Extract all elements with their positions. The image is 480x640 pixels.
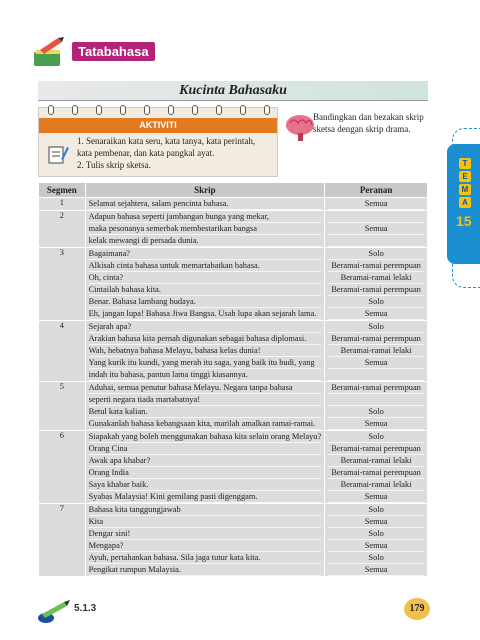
table-row [39, 431, 428, 504]
segment-cell: 5 [39, 382, 86, 431]
role-line [328, 394, 424, 406]
role-line [328, 211, 424, 223]
book-pencil-icon [30, 36, 66, 70]
column-header: Peranan [325, 183, 428, 198]
script-line: seperti negara tiada martabatnya! [89, 394, 322, 406]
script-line: Benar. Bahasa lambang budaya. [89, 296, 322, 308]
script-cell [85, 321, 325, 382]
script-line: Wah, hebatnya bahasa Melayu, bahasa kelas dunia! [89, 345, 322, 357]
segment-cell: 2 [39, 211, 86, 248]
activity-list [77, 135, 275, 171]
role-line: Solo [328, 321, 424, 333]
compare-note: Bandingkan dan bezakan skrip sketsa dengan skrip drama. [313, 112, 424, 134]
role-line: Solo [328, 528, 424, 540]
role-line: Semua [328, 540, 424, 552]
tema-letter: E [459, 171, 471, 182]
script-cell [85, 382, 325, 431]
script-cell [85, 198, 325, 211]
script-line: Selamat sejahtera, salam pencinta bahasa. [89, 198, 322, 210]
role-line: Semua [328, 516, 424, 528]
script-line: Kita [89, 516, 322, 528]
script-line: maka pesonanya semerbak membestarikan bangsa [89, 223, 322, 235]
role-line: Semua [328, 564, 424, 576]
script-line: Cintailah bahasa kita. [89, 284, 322, 296]
script-line: Bagaimana? [89, 248, 322, 260]
script-line: Dengar sini! [89, 528, 322, 540]
role-line: Solo [328, 552, 424, 564]
role-line [328, 369, 424, 381]
role-cell [325, 198, 428, 211]
activity-label: AKTIVITI [39, 118, 277, 133]
segment-cell: 3 [39, 248, 86, 321]
role-cell [325, 211, 428, 248]
writing-icon [47, 143, 69, 165]
role-cell [325, 504, 428, 577]
role-line: Beramai-ramai lelaki [328, 345, 424, 357]
script-line: Ayuh, pertahankan bahasa. Sila jaga tutur kata kita. [89, 552, 322, 564]
role-line: Solo [328, 431, 424, 443]
role-line: Beramai-ramai lelaki [328, 272, 424, 284]
segment-cell: 1 [39, 198, 86, 211]
table-row [39, 382, 428, 431]
script-line: Eh, jangan lupa! Bahasa Jiwa Bangsa. Usah lupa akan sejarah lama. [89, 308, 322, 320]
script-cell [85, 211, 325, 248]
script-line: Alkisah cinta bahasa untuk memartabatkan bahasa. [89, 260, 322, 272]
script-line: Sejarah apa? [89, 321, 322, 333]
table-row [39, 211, 428, 248]
role-line: Solo [328, 296, 424, 308]
activity-item: 2. Tulis skrip sketsa. [77, 160, 151, 170]
tema-letter: M [459, 184, 471, 195]
table-row [39, 198, 428, 211]
script-line: kelak mewangi di persada dunia. [89, 235, 322, 247]
tema-letter: T [459, 158, 471, 169]
script-line: Bahasa kita tanggungjawab [89, 504, 322, 516]
spiral-binding [39, 105, 279, 115]
role-line: Semua [328, 198, 424, 210]
role-line: Beramai-ramai perempuan [328, 333, 424, 345]
segment-cell: 4 [39, 321, 86, 382]
role-cell [325, 382, 428, 431]
script-line: Betul kata kalian. [89, 406, 322, 418]
script-line: Oh, cinta? [89, 272, 322, 284]
role-line: Semua [328, 491, 424, 503]
role-line: Semua [328, 357, 424, 369]
standard-code: 5.1.3 [74, 603, 97, 614]
role-line: Semua [328, 223, 424, 235]
role-line: Beramai-ramai lelaki [328, 479, 424, 491]
table-row [39, 248, 428, 321]
script-line: Mengapa? [89, 540, 322, 552]
title-bar [38, 81, 428, 101]
role-line: Semua [328, 418, 424, 430]
activity-box [38, 107, 278, 177]
role-line: Solo [328, 406, 424, 418]
segment-cell: 7 [39, 504, 86, 577]
script-line: Aduhai, semua penutur bahasa Melayu. Negara tanpa bahasa [89, 382, 322, 394]
role-line: Beramai-ramai lelaki [328, 455, 424, 467]
activity-item: kata pembenar, dan kata pangkal ayat. [77, 148, 215, 158]
role-line: Semua [328, 308, 424, 320]
table-row [39, 504, 428, 577]
role-cell [325, 431, 428, 504]
page-number: 179 [404, 598, 430, 620]
table-row [39, 321, 428, 382]
script-line: indah itu bahasa, pantun lama tinggi kiasannya. [89, 369, 322, 381]
script-line: Siapakah yang boleh menggunakan bahasa kita selain orang Melayu? [88, 432, 322, 441]
table-header-row [39, 183, 428, 198]
script-line: Awak apa khabar? [89, 455, 322, 467]
script-line: Adapun bahasa seperti jambangan bunga yang mekar, [89, 211, 322, 223]
script-line: Pengikat rumpun Malaysia. [89, 564, 322, 576]
script-line: Orang India [89, 467, 322, 479]
role-line: Beramai-ramai perempuan [328, 443, 424, 455]
pen-book-icon [36, 598, 72, 624]
role-line: Solo [328, 504, 424, 516]
role-line: Beramai-ramai perempuan [328, 382, 424, 394]
script-cell [85, 504, 325, 577]
page-title: Kucinta Bahasaku [179, 83, 287, 98]
role-line: Beramai-ramai perempuan [328, 260, 424, 272]
script-cell [85, 248, 325, 321]
column-header: Skrip [85, 183, 325, 198]
script-line: Yang kurik itu kundi, yang merah itu saga, yang baik itu budi, yang [89, 357, 322, 369]
script-line: Arakian bahasa kita pernah digunakan sebagai bahasa diplomasi. [89, 333, 322, 345]
role-line [328, 235, 424, 247]
script-line: Saya khabar baik. [89, 479, 322, 491]
column-header: Segmen [39, 183, 86, 198]
script-cell [85, 431, 325, 504]
script-line: Syabas Malaysia! Kini gemilang pasti digenggam. [89, 491, 322, 503]
section-tag: Tatabahasa [72, 42, 155, 61]
role-line: Beramai-ramai perempuan [328, 284, 424, 296]
role-line: Beramai-ramai perempuan [328, 467, 424, 479]
role-cell [325, 248, 428, 321]
activity-item: 1. Senaraikan kata seru, kata tanya, kata perintah, [77, 136, 256, 146]
role-cell [325, 321, 428, 382]
script-line: Orang Cina [89, 443, 322, 455]
segment-cell: 6 [39, 431, 86, 504]
script-table [38, 182, 428, 577]
script-line: Gunakanlah bahasa kebangsaan kita, marilah amalkan ramai-ramai. [89, 418, 322, 430]
role-line: Solo [328, 248, 424, 260]
theme-number: 15 [456, 213, 472, 229]
tema-letter: A [459, 197, 471, 208]
